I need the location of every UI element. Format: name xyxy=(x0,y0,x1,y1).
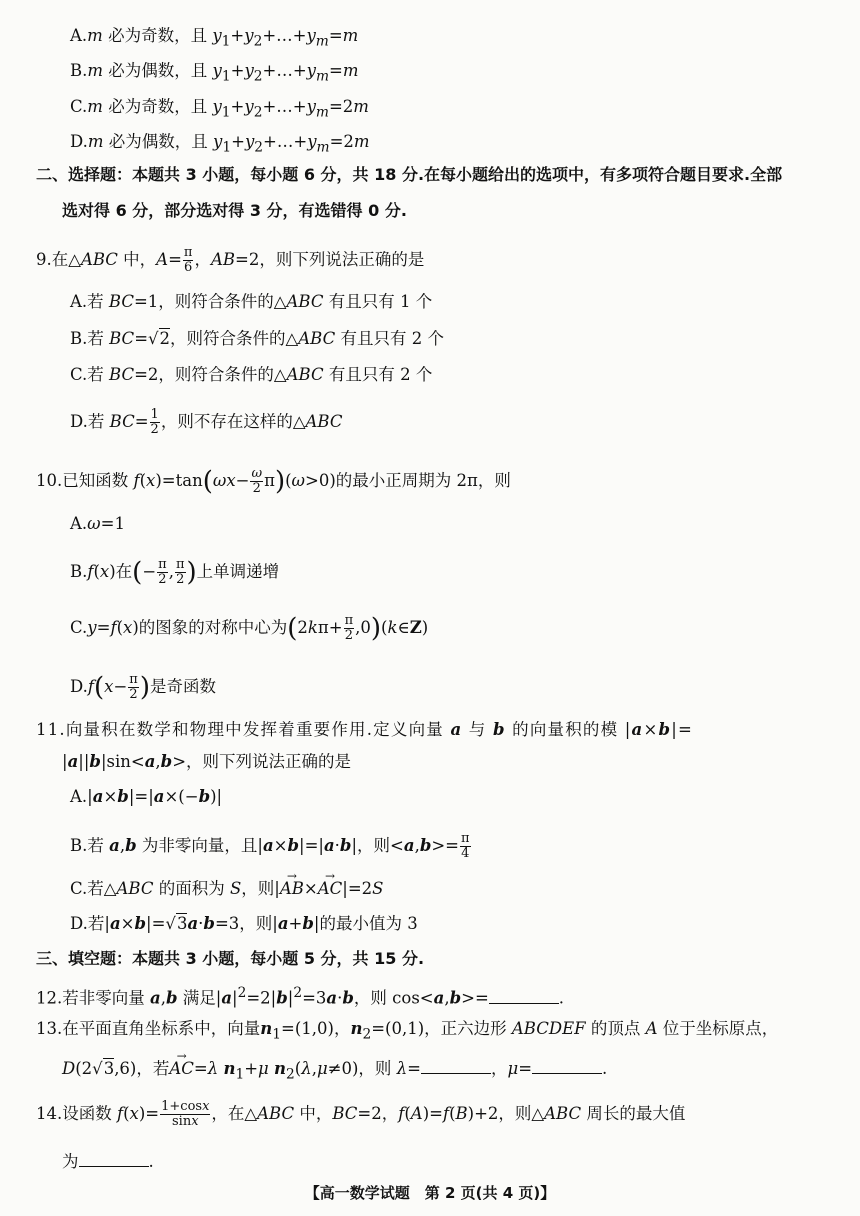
page-footer: 【高一数学试题 第 2 页(共 4 页)】 xyxy=(304,1184,556,1202)
question-14-cont: 为 . xyxy=(62,1152,154,1171)
option-10b: B.f(x)在(− $\frac{\pi}{2}$ , $\frac{\pi}{2}$ )上单调递增 xyxy=(70,557,280,588)
option-9d: D.若 BC= $\frac{1}{2}$ ，则不存在这样的△ABC xyxy=(70,407,343,437)
question-13-cont: D(2√3,6)，若→ AC=λ $n_1+\mu$ $n_2(\lambda,\mu\ne 0)$，则 λ= ，μ= . xyxy=(62,1057,607,1085)
question-11: 11.向量积在数学和物理中发挥着重要作用.定义向量 a 与 b 的向量积的模 |a×b|= xyxy=(36,720,694,739)
question-11-cont: |a||b|sin<a,b>，则下列说法正确的是 xyxy=(62,752,352,771)
option-11b: B.若 a,b 为非零向量，且|a×b|=|a·b|，则<a,b>= $\frac{\pi}{4}$ xyxy=(70,831,470,861)
option-9a: A.若 BC=1，则符合条件的△ABC 有且只有 1 个 xyxy=(70,292,433,311)
question-9: 9.在△ABC 中，A= $\frac{\pi}{6}$ ，AB=2，则下列说法正确的是 xyxy=(36,245,425,275)
section-2-heading: 二、选择题：本题共 3 小题，每小题 6 分，共 18 分.在每小题给出的选项中，有多项符合题目要求.全部 xyxy=(36,165,783,184)
option-11d: D.若|a×b|=√3a·b=3，则|a+b|的最小值为 3 xyxy=(70,914,418,933)
question-12: 12.若非零向量 a,b 满足$|a|^2=2|b|^2=3a\cdot b$，则 cos<a,b>= . xyxy=(36,985,565,1008)
section-3-heading: 三、填空题：本题共 3 小题，每小题 5 分，共 15 分. xyxy=(36,949,425,968)
answer-blank-13-mu[interactable] xyxy=(532,1057,602,1074)
option-11a: A.|a×b|=|a×(−b)| xyxy=(70,787,223,806)
answer-blank-12[interactable] xyxy=(489,987,559,1004)
option-11c: C.若△ABC 的面积为 S，则|→ AB×→ AC|=2S xyxy=(70,878,383,900)
question-13: 13.在平面直角坐标系中，向量$n_1=(1,0)$，$n_2=(0,1)$，正六边形 ABCDEF 的顶点 A 位于坐标原点， xyxy=(36,1019,779,1043)
option-9b: B.若 BC=√2，则符合条件的△ABC 有且只有 2 个 xyxy=(70,329,444,348)
question-10: 10.已知函数 f(x)=tan(ωx− $\frac{\omega}{2}$ π)(ω>0)的最小正周期为 2π，则 xyxy=(36,466,511,497)
section-2-heading-cont: 选对得 6 分，部分选对得 3 分，有选错得 0 分. xyxy=(62,201,407,220)
option-10d: D.f(x− $\frac{\pi}{2}$ )是奇函数 xyxy=(70,672,216,703)
answer-blank-13-lambda[interactable] xyxy=(421,1057,491,1074)
option-9c: C.若 BC=2，则符合条件的△ABC 有且只有 2 个 xyxy=(70,365,433,384)
option-8c: C.m 必为奇数，且 $y_1+y_2+\dots+y_m=2m$ xyxy=(70,97,369,121)
option-10c: C.y=f(x)的图象的对称中心为(2kπ+ $\frac{\pi}{2}$ ,0)(k∈Z) xyxy=(70,613,429,644)
option-8d: D.m 必为偶数，且 $y_1+y_2+\dots+y_m=2m$ xyxy=(70,132,370,156)
option-10a: A.ω=1 xyxy=(70,514,125,533)
option-8b: B.m 必为偶数，且 $y_1+y_2+\dots+y_m=m$ xyxy=(70,61,359,85)
answer-blank-14[interactable] xyxy=(79,1150,149,1167)
option-8a: A.m 必为奇数，且 $y_1+y_2+\dots+y_m=m$ xyxy=(70,26,359,50)
question-14: 14.设函数 f(x)= $\frac{1+\cos x}{\sin x}$ ，在△ABC 中，BC=2，f(A)=f(B)+2，则△ABC 周长的最大值 xyxy=(36,1099,686,1129)
